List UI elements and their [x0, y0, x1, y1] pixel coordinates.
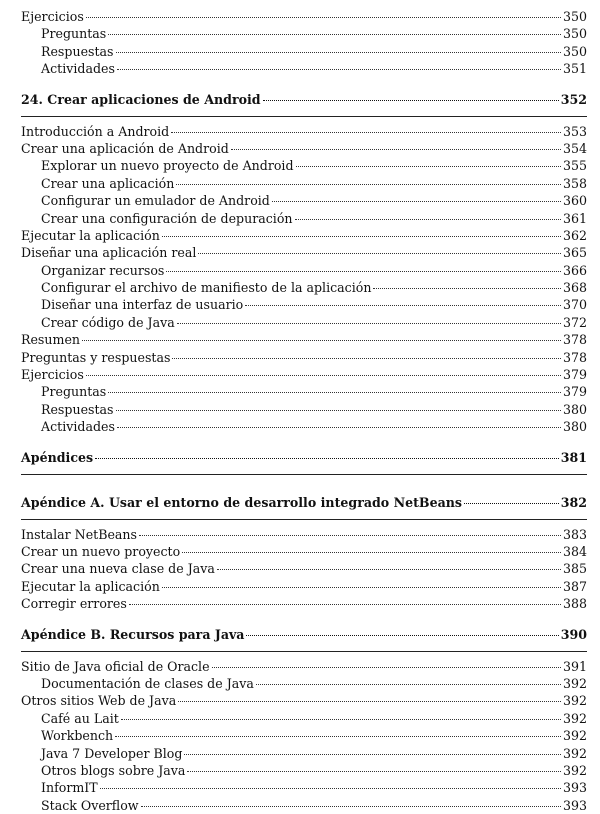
dot-leader	[198, 253, 561, 254]
chapter-heading[interactable]	[21, 450, 587, 472]
toc-entry[interactable]	[21, 595, 587, 612]
entry-title: Java 7 Developer Blog	[41, 745, 183, 761]
entry-page-number: 358	[562, 175, 587, 191]
toc-entry[interactable]	[21, 543, 587, 560]
toc-subentry[interactable]	[21, 745, 587, 762]
entry-title: Crear una aplicación	[41, 175, 175, 191]
chapter-rule	[21, 116, 587, 117]
toc-subentry[interactable]	[21, 675, 587, 692]
entry-page-number: 350	[562, 26, 587, 42]
dot-leader	[116, 52, 561, 53]
entry-page-number: 387	[562, 578, 587, 594]
entry-page-number: 392	[562, 762, 587, 778]
section-gap	[21, 436, 587, 450]
toc-subentry[interactable]	[21, 710, 587, 727]
dot-leader	[139, 535, 561, 536]
entry-page-number: 353	[562, 123, 587, 139]
dot-leader	[176, 184, 561, 185]
toc-subentry[interactable]	[21, 296, 587, 313]
entry-title: Sitio de Java oficial de Oracle	[21, 658, 210, 674]
entry-page-number: 354	[562, 140, 587, 156]
dot-leader	[86, 375, 561, 376]
entry-page-number: 380	[562, 419, 587, 435]
dot-leader	[117, 427, 561, 428]
toc-subentry[interactable]	[21, 192, 587, 209]
entry-page-number: 392	[562, 675, 587, 691]
entry-title: Configurar un emulador de Android	[41, 193, 270, 209]
toc-subentry[interactable]	[21, 25, 587, 42]
entry-page-number: 392	[562, 728, 587, 744]
toc-entry[interactable]	[21, 526, 587, 543]
toc-subentry[interactable]	[21, 418, 587, 435]
dot-leader	[115, 736, 561, 737]
entry-page-number: 392	[562, 693, 587, 709]
dot-leader	[373, 288, 561, 289]
entry-page-number: 372	[562, 314, 587, 330]
toc-subentry[interactable]	[21, 314, 587, 331]
entry-page-number: 384	[562, 543, 587, 559]
toc-entry[interactable]	[21, 349, 587, 366]
toc-entry[interactable]	[21, 560, 587, 577]
chapter-rule	[21, 651, 587, 652]
entry-title: Organizar recursos	[41, 262, 165, 278]
entry-title: Café au Lait	[41, 710, 119, 726]
dot-leader	[116, 410, 561, 411]
entry-title: Respuestas	[41, 43, 114, 59]
entry-title: Respuestas	[41, 401, 114, 417]
dot-leader	[246, 635, 558, 636]
entry-title: Crear una aplicación de Android	[21, 140, 229, 156]
chapter-page-number: 381	[560, 449, 587, 465]
chapter-page-number: 390	[560, 626, 587, 642]
entry-page-number: 392	[562, 745, 587, 761]
dot-leader	[141, 806, 561, 807]
dot-leader	[177, 323, 561, 324]
entry-title: Crear código de Java	[41, 314, 175, 330]
dot-leader	[95, 458, 559, 459]
toc-entry[interactable]	[21, 140, 587, 157]
dot-leader	[184, 754, 561, 755]
dot-leader	[263, 100, 559, 101]
entry-page-number: 379	[562, 367, 587, 383]
dot-leader	[162, 587, 561, 588]
dot-leader	[108, 34, 561, 35]
entry-title: Ejecutar la aplicación	[21, 227, 160, 243]
entry-page-number: 380	[562, 401, 587, 417]
toc-entry[interactable]	[21, 658, 587, 675]
entry-title: Introducción a Android	[21, 123, 170, 139]
entry-title: Ejercicios	[21, 367, 84, 383]
entry-page-number: 365	[562, 245, 587, 261]
dot-leader	[187, 771, 561, 772]
entry-page-number: 360	[562, 193, 587, 209]
dot-leader	[231, 149, 561, 150]
toc-subentry[interactable]	[21, 279, 587, 296]
section-gap	[21, 613, 587, 627]
dot-leader	[100, 788, 561, 789]
entry-page-number: 350	[562, 9, 587, 24]
dot-leader	[296, 166, 561, 167]
dot-leader	[182, 552, 561, 553]
chapter-heading[interactable]	[21, 92, 587, 114]
entry-page-number: 391	[562, 658, 587, 674]
toc-subentry[interactable]	[21, 797, 587, 814]
entry-page-number: 393	[562, 797, 587, 813]
entry-page-number: 388	[562, 596, 587, 612]
chapter-title: Apéndice A. Usar el entorno de desarrollo integrado NetBeans	[21, 494, 462, 510]
entry-title: Ejercicios	[21, 9, 84, 24]
entry-page-number: 355	[562, 158, 587, 174]
toc-entry[interactable]	[21, 578, 587, 595]
toc-subentry[interactable]	[21, 779, 587, 796]
entry-page-number: 366	[562, 262, 587, 278]
entry-page-number: 385	[562, 561, 587, 577]
entry-title: InformIT	[41, 780, 98, 796]
chapter-heading[interactable]	[21, 627, 587, 649]
entry-title: Documentación de clases de Java	[41, 675, 254, 691]
entry-title: Preguntas	[41, 384, 107, 400]
entry-title: Resumen	[21, 332, 81, 348]
entry-page-number: 383	[562, 526, 587, 542]
entry-title: Instalar NetBeans	[21, 526, 138, 542]
dot-leader	[464, 503, 559, 504]
dot-leader	[295, 219, 561, 220]
entry-title: Actividades	[41, 419, 115, 435]
dot-leader	[162, 236, 561, 237]
entry-page-number: 379	[562, 384, 587, 400]
entry-page-number: 370	[562, 297, 587, 313]
toc-entry[interactable]	[21, 8, 587, 25]
entry-page-number: 393	[562, 780, 587, 796]
toc-subentry[interactable]	[21, 60, 587, 77]
entry-title: Stack Overflow	[41, 797, 139, 813]
entry-title: Diseñar una interfaz de usuario	[41, 297, 244, 313]
dot-leader	[166, 271, 561, 272]
dot-leader	[217, 569, 561, 570]
entry-page-number: 361	[562, 210, 587, 226]
toc-entry[interactable]	[21, 123, 587, 140]
entry-title: Crear un nuevo proyecto	[21, 543, 181, 559]
entry-title: Ejecutar la aplicación	[21, 578, 160, 594]
entry-title: Configurar el archivo de manifiesto de la aplicación	[41, 280, 372, 296]
chapter-heading[interactable]	[21, 495, 587, 517]
table-of-contents	[21, 8, 587, 814]
section-gap	[21, 481, 587, 495]
dot-leader	[86, 17, 561, 18]
entry-page-number: 351	[562, 61, 587, 77]
dot-leader	[172, 358, 561, 359]
dot-leader	[212, 667, 561, 668]
dot-leader	[256, 684, 561, 685]
dot-leader	[178, 701, 561, 702]
toc-entry[interactable]	[21, 366, 587, 383]
dot-leader	[121, 719, 561, 720]
dot-leader	[272, 201, 561, 202]
entry-title: Crear una configuración de depuración	[41, 210, 293, 226]
entry-title: Otros sitios Web de Java	[21, 693, 177, 709]
dot-leader	[245, 305, 561, 306]
dot-leader	[108, 392, 561, 393]
toc-entry[interactable]	[21, 692, 587, 709]
toc-subentry[interactable]	[21, 157, 587, 174]
toc-subentry[interactable]	[21, 762, 587, 779]
dot-leader	[171, 132, 561, 133]
entry-title: Preguntas y respuestas	[21, 349, 171, 365]
toc-subentry[interactable]	[21, 383, 587, 400]
toc-subentry[interactable]	[21, 210, 587, 227]
entry-title: Actividades	[41, 61, 115, 77]
entry-title: Corregir errores	[21, 596, 127, 612]
toc-entry[interactable]	[21, 227, 587, 244]
entry-title: Preguntas	[41, 26, 107, 42]
entry-title: Otros blogs sobre Java	[41, 762, 186, 778]
chapter-page-number: 382	[560, 494, 587, 510]
entry-page-number: 368	[562, 280, 587, 296]
dot-leader	[117, 69, 561, 70]
chapter-title: Apéndices	[21, 449, 94, 465]
toc-subentry[interactable]	[21, 401, 587, 418]
chapter-rule	[21, 474, 587, 475]
toc-subentry[interactable]	[21, 43, 587, 60]
entry-page-number: 350	[562, 43, 587, 59]
entry-title: Crear una nueva clase de Java	[21, 561, 215, 577]
toc-subentry[interactable]	[21, 727, 587, 744]
entry-page-number: 378	[562, 332, 587, 348]
chapter-title: Apéndice B. Recursos para Java	[21, 626, 245, 642]
toc-entry[interactable]	[21, 331, 587, 348]
chapter-rule	[21, 519, 587, 520]
entry-title: Workbench	[41, 728, 114, 744]
toc-entry[interactable]	[21, 244, 587, 261]
entry-page-number: 392	[562, 710, 587, 726]
chapter-page-number: 352	[560, 91, 587, 107]
dot-leader	[82, 340, 561, 341]
toc-subentry[interactable]	[21, 175, 587, 192]
entry-page-number: 362	[562, 227, 587, 243]
entry-title: Explorar un nuevo proyecto de Android	[41, 158, 294, 174]
entry-title: Diseñar una aplicación real	[21, 245, 197, 261]
entry-page-number: 378	[562, 349, 587, 365]
chapter-title: 24. Crear aplicaciones de Android	[21, 91, 261, 107]
dot-leader	[129, 604, 561, 605]
section-gap	[21, 78, 587, 92]
toc-subentry[interactable]	[21, 262, 587, 279]
